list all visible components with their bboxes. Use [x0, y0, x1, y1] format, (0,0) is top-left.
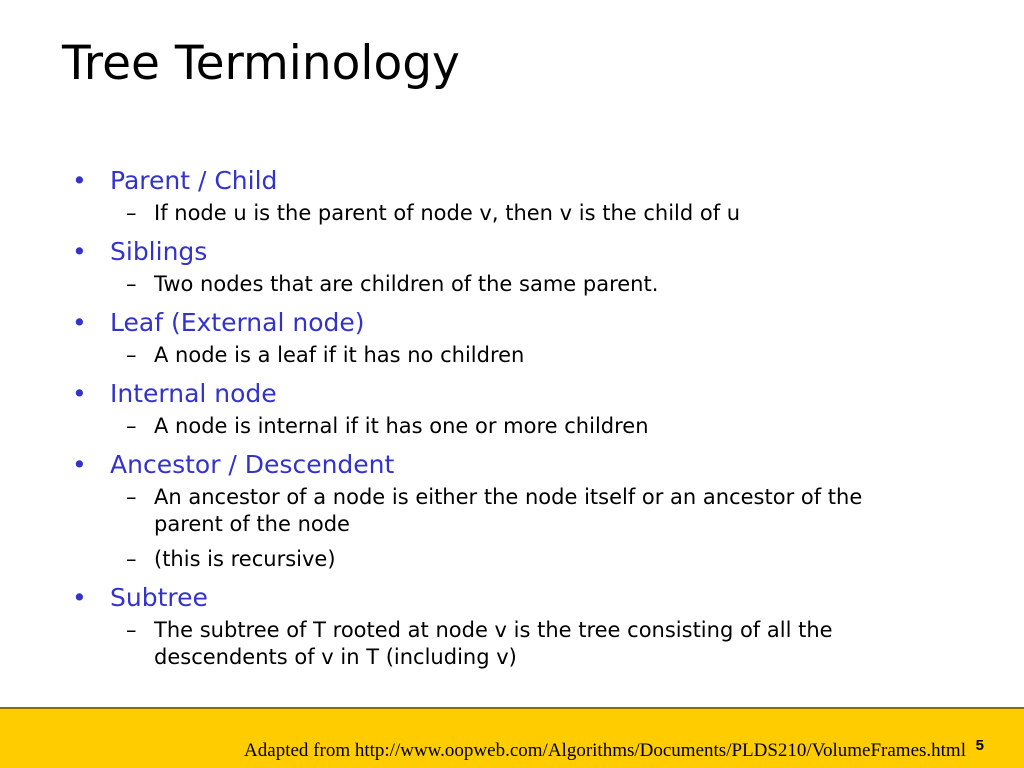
sub-text: A node is internal if it has one or more children [154, 414, 649, 438]
bullet-heading: Leaf (External node) [110, 308, 365, 337]
sub-dash: – [126, 618, 137, 642]
bullet-item [72, 234, 932, 270]
bullet-item [72, 580, 932, 616]
sub-item [126, 341, 932, 376]
footer-source-text: Adapted from http://www.oopweb.com/Algorithms/Documents/PLDS210/VolumeFrames.html [244, 740, 966, 761]
bullet-list [72, 163, 932, 678]
sub-dash: – [126, 343, 137, 367]
sub-text: An ancestor of a node is either the node itself or an ancestor of the parent of the node [154, 485, 863, 536]
sub-item [126, 616, 932, 678]
bullet-dot: • [72, 237, 87, 266]
sub-item [126, 199, 932, 234]
sub-dash: – [126, 547, 137, 571]
sub-dash: – [126, 485, 137, 509]
bullet-dot: • [72, 379, 87, 408]
sub-text: (this is recursive) [154, 547, 336, 571]
sub-text: A node is a leaf if it has no children [154, 343, 525, 367]
sub-item [126, 545, 932, 580]
sub-text: Two nodes that are children of the same parent. [154, 272, 659, 296]
bullet-dot: • [72, 166, 87, 195]
page-number: 5 [975, 737, 984, 754]
bullet-heading: Ancestor / Descendent [110, 450, 395, 479]
sub-item [126, 270, 932, 305]
bullet-dot: • [72, 308, 87, 337]
sub-text: If node u is the parent of node v, then v is the child of u [154, 201, 741, 225]
bullet-dot: • [72, 583, 87, 612]
footer-bar [0, 707, 1024, 768]
bullet-item [72, 376, 932, 412]
sub-text: The subtree of T rooted at node v is the tree consisting of all the descendents of v in T (including v) [154, 618, 833, 669]
bullet-heading: Parent / Child [110, 166, 278, 195]
bullet-item [72, 447, 932, 483]
sub-dash: – [126, 414, 137, 438]
sub-item [126, 412, 932, 447]
bullet-heading: Siblings [110, 237, 208, 266]
bullet-heading: Subtree [110, 583, 208, 612]
bullet-item [72, 163, 932, 199]
slide-title: Tree Terminology [62, 36, 460, 91]
bullet-heading: Internal node [110, 379, 277, 408]
sub-dash: – [126, 201, 137, 225]
bullet-dot: • [72, 450, 87, 479]
sub-item [126, 483, 932, 545]
bullet-item [72, 305, 932, 341]
sub-dash: – [126, 272, 137, 296]
